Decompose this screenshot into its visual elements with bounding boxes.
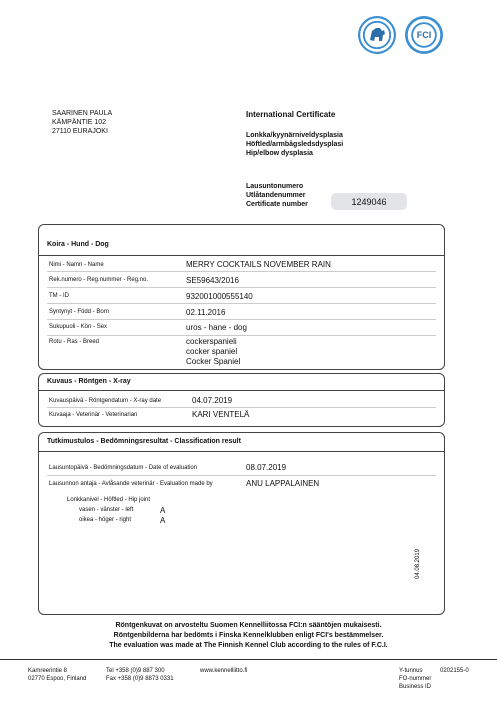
result-section-header (39, 433, 444, 452)
owner-city: 27110 EURAJOKI (52, 128, 108, 135)
xray-date-label: Kuvauspäivä - Röntgendatum - X-ray date (49, 398, 162, 404)
subtitle-line: Höftled/armbågsledsdysplasi (246, 141, 344, 148)
evaluation-date-value: 08.07.2019 (246, 463, 287, 472)
number-label: Utlåtandenummer (246, 192, 306, 199)
hip-right-grade: A (160, 516, 166, 525)
footer-address-line: 02770 Espoo, Finland (28, 676, 87, 682)
footer-business-id: 0202155-0 (440, 668, 469, 674)
dog-name-label: Nimi - Namn - Name (49, 262, 104, 268)
xray-section-title: Kuvaus - Röntgen - X-ray (47, 378, 131, 385)
kennel-club-dog-logo (358, 16, 396, 54)
evaluation-statement (0, 621, 497, 651)
statement-line: Röntgenkuvat on arvosteltu Suomen Kennelliitossa FCI:n sääntöjen mukaisesti. (115, 622, 382, 629)
statement-line: Röntgenbilderna har bedömts i Finska Kennelklubben enligt FCI's bestämmelser. (113, 632, 384, 639)
footer-phone (106, 667, 174, 683)
footer-id-label: FO-nummer (399, 676, 432, 682)
footer-id-label: Business ID (399, 684, 432, 690)
statement-line: The evaluation was made at The Finnish Kennel Club according to the rules of F.C.I. (109, 642, 388, 649)
fci-logo-text: FCI (416, 30, 432, 40)
dog-id-value: 932001000555140 (186, 292, 253, 301)
dog-breed-label: Rotu - Ras - Breed (49, 339, 100, 345)
certificate-number-box (331, 193, 407, 210)
dog-id-label: TM - ID (49, 293, 69, 299)
dog-sex-value: uros - hane - dog (186, 323, 247, 332)
footer-fax-line: Fax +358 (0)9 8873 0331 (106, 676, 174, 682)
footer-website-link[interactable]: www.kennelliitto.fi (200, 668, 248, 674)
fci-globe-logo (405, 16, 443, 54)
hip-left-grade: A (160, 506, 166, 515)
result-section-title: Tutkimustulos - Bedömningsresultat - Classification result (47, 438, 241, 445)
footer-address (28, 667, 86, 683)
breed-name: Cocker Spaniel (186, 357, 241, 366)
certificate-title: International Certificate (246, 110, 336, 119)
hip-right-label: oikea - höger - right (79, 517, 132, 523)
dog-section (38, 224, 445, 370)
dog-regno-label: Rek.numero - Reg.nummer - Reg.no. (49, 277, 149, 283)
dog-section-title: Koira - Hund - Dog (47, 241, 109, 248)
owner-address (52, 109, 112, 136)
footer-divider (0, 659, 497, 660)
owner-street: KÄMPÄNTIE 102 (52, 119, 107, 126)
xray-vet-label: Kuvaaja - Veterinär - Veterinarian (49, 412, 138, 418)
dog-regno-value: SE59643/2016 (186, 276, 239, 285)
breed-name: cockerspanieli (186, 337, 237, 346)
footer-id-label: Y-tunnus (399, 668, 423, 674)
result-section (38, 432, 445, 615)
evaluator-label: Lausunnon antaja - Avlåsande veterinär - Evaluation made by (49, 481, 213, 487)
breed-name: cocker spaniel (186, 347, 238, 356)
subtitle-line: Lonkka/kyynärniveldysplasia (246, 132, 343, 139)
certificate-number: 1249046 (351, 197, 387, 207)
dog-born-label: Syntynyt - Född - Born (49, 309, 110, 315)
dog-born-value: 02.11.2016 (186, 308, 226, 317)
evaluation-date-label: Lausuntopäivä - Bedömningsdatum - Date of evaluation (49, 465, 198, 471)
certificate-subtitle (246, 131, 343, 158)
certificate-heading (246, 110, 343, 209)
xray-date-value: 04.07.2019 (192, 396, 233, 405)
certificate-number-labels (246, 182, 343, 209)
number-label: Lausuntonumero (246, 183, 304, 190)
footer-address-line: Kamreerintie 8 (28, 668, 68, 674)
dog-breed-values (186, 337, 240, 367)
hip-left-label: vasen - vänster - left (79, 507, 134, 513)
result-side-date: 04.08.2019 (415, 548, 421, 579)
dog-name-value: MERRY COCKTAILS NOVEMBER RAIN (186, 260, 331, 269)
evaluator-value: ANU LAPPALAINEN (246, 479, 320, 488)
dog-sex-label: Sukupuoli - Kön - Sex (49, 324, 108, 330)
xray-section-header (39, 374, 444, 391)
hip-joint-label: Lonkkanivel - Höftled - Hip joint (67, 497, 151, 503)
footer-id-labels (399, 667, 431, 691)
owner-name: SAARINEN PAULA (52, 110, 113, 117)
xray-vet-value: KARI VENTELÄ (192, 410, 250, 419)
number-label: Certificate number (246, 201, 308, 208)
subtitle-line: Hip/elbow dysplasia (246, 150, 313, 157)
dog-section-header (39, 225, 444, 256)
footer-phone-line: Tel +358 (0)9 887 300 (106, 668, 165, 674)
xray-section (38, 373, 445, 427)
